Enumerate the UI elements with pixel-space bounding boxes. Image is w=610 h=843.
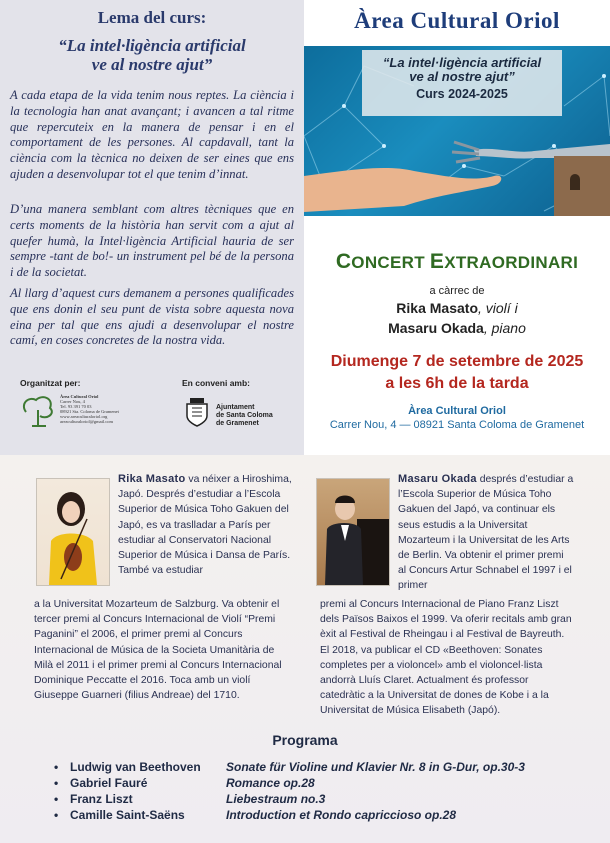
masaru-bio-bottom: premi al Concurs Internacional de Piano Franz Liszt dels Països Baixos el 1999. Va oferir recitals amb gran èxit al Festival de Rheingau i al Festival de Bayreuth. El 2018, va publicar el CD «Beethoven: Sonates completes per a violoncel» amb el violoncel·lista andorrà Lluís Claret. Actualment és professor catedràtic a la Universitat de dones de Kobe i a la Universitat de Música Elisabeth (Japó).	[320, 599, 572, 717]
intro-paragraph-3: Al llarg d’aquest curs demanem a persones qualificades que ens donin el seu punt de vista sobre aquesta nova eina per tal que ens ajudi a desenvolupar el nostre camí, en coses concretes de la nostra vida.	[10, 286, 294, 348]
concert-time: a les 6h de la tarda	[385, 375, 529, 392]
performer-violin: Rika Masato, violí i	[396, 300, 518, 316]
program-item: • Gabriel Fauré Romance op.28	[54, 776, 315, 790]
program-item: • Franz Liszt Liebestraum no.3	[54, 792, 326, 806]
council-name: Ajuntament de Santa Coloma de Gramenet	[216, 404, 273, 427]
tree-logo-icon	[18, 392, 58, 428]
hero-image	[304, 46, 610, 216]
agreement-label: En conveni amb:	[182, 378, 251, 388]
program-item: • Camille Saint-Saëns Introduction et Rondo capriccioso op.28	[54, 808, 457, 822]
venue-address: Carrer Nou, 4 — 08921 Santa Coloma de Gramenet	[329, 419, 585, 431]
intro-paragraph-1: A cada etapa de la vida tenim nous reptes. La ciència i la tecnologia han anat avançant; i avancen a tal ritme que repercuteix en la manera de pensar i en el comportament de les persones. Al capdavall, tant la ciència com la tècnica no deixen de ser eines que ens ajuden a desenvolupar tot el que tenim d’innat.	[10, 88, 294, 181]
course-motto: “La intel·ligència artificial ve al nostre ajut”	[58, 36, 246, 74]
concert-announcement-panel	[304, 0, 610, 455]
performer-piano: Masaru Okada, piano	[388, 320, 526, 336]
hero-quote: “La intel·ligència artificial ve al nostre ajut”	[382, 55, 542, 84]
intro-paragraph-2: D’una manera semblant com altres tècniques que en certs moments de la història han servit com a ajut al quefer humà, la Intel·ligència Artificial hauria de ser sempre -tant de bo!- un instrument pel bé de la persona i de la societat.	[10, 202, 294, 280]
masaru-okada-photo	[316, 478, 390, 586]
rika-masato-photo	[36, 478, 110, 586]
performed-by-label: a càrrec de	[429, 285, 485, 297]
concert-date: Diumenge 7 de setembre de 2025	[330, 353, 584, 370]
pianist-illustration	[317, 479, 389, 585]
violinist-illustration	[37, 479, 109, 585]
course-motto-panel	[0, 0, 304, 455]
program-title: Programa	[272, 732, 338, 748]
rika-bio-top: Rika Masato va néixer a Hiroshima, Japó. Després d’estudiar a l’Escola Superior de Música Toho Gakuen del Japó, es va traslladar a París per estudiar al Conservatori Nacional Superior de Música i Dansa de París. També va estudiar	[118, 473, 292, 577]
course-year: Curs 2024-2025	[416, 87, 508, 101]
council-crest-icon	[182, 396, 212, 428]
program-item: • Ludwig van Beethoven Sonate für Violine und Klavier Nr. 8 in G-Dur, op.30-3	[54, 760, 525, 774]
organized-by-label: Organitzat per:	[20, 378, 81, 388]
motto-heading: Lema del curs:	[97, 8, 207, 27]
rika-bio-bottom: a la Universitat Mozarteum de Salzburg. Va obtenir el tercer premi al Concurs Internacional de Violí “Premi Paganini” el 2006, el primer premi al Concurs Internacional de Música de la Societa Umanitària de Milà el 2011 i el primer premi al Concurs Internacional Dominique Peccatte el 2016. Toca amb un violí Giuseppe Guarneri (filius Andreae) del 1710.	[34, 599, 282, 702]
masaru-bio-top: Masaru Okada després d’estudiar a l’Escola Superior de Música Toho Gakuen del Japó, va continuar els seus estudis a la Universitat Mozarteum i la Universitat de les Arts de Berlin. Va obtenir el primer premi al Concurs Artur Schnabel el 1997 i el primer	[398, 473, 574, 592]
hero-caption	[362, 50, 562, 116]
venue-name: Àrea Cultural Oriol	[408, 405, 506, 417]
building-photo	[554, 156, 610, 216]
organizer-address: Àrea Cultural Oriol Carrer Nou, 4 Tel. 93 391 70 03 08921 Sta. Coloma de Gramenet www.areaculturaloriol.org areaculturaloriol@gmail.com	[60, 394, 119, 424]
concert-title: CONCERT EXTRAORDINARI	[335, 250, 579, 273]
area-title: Àrea Cultural Oriol	[354, 8, 560, 33]
